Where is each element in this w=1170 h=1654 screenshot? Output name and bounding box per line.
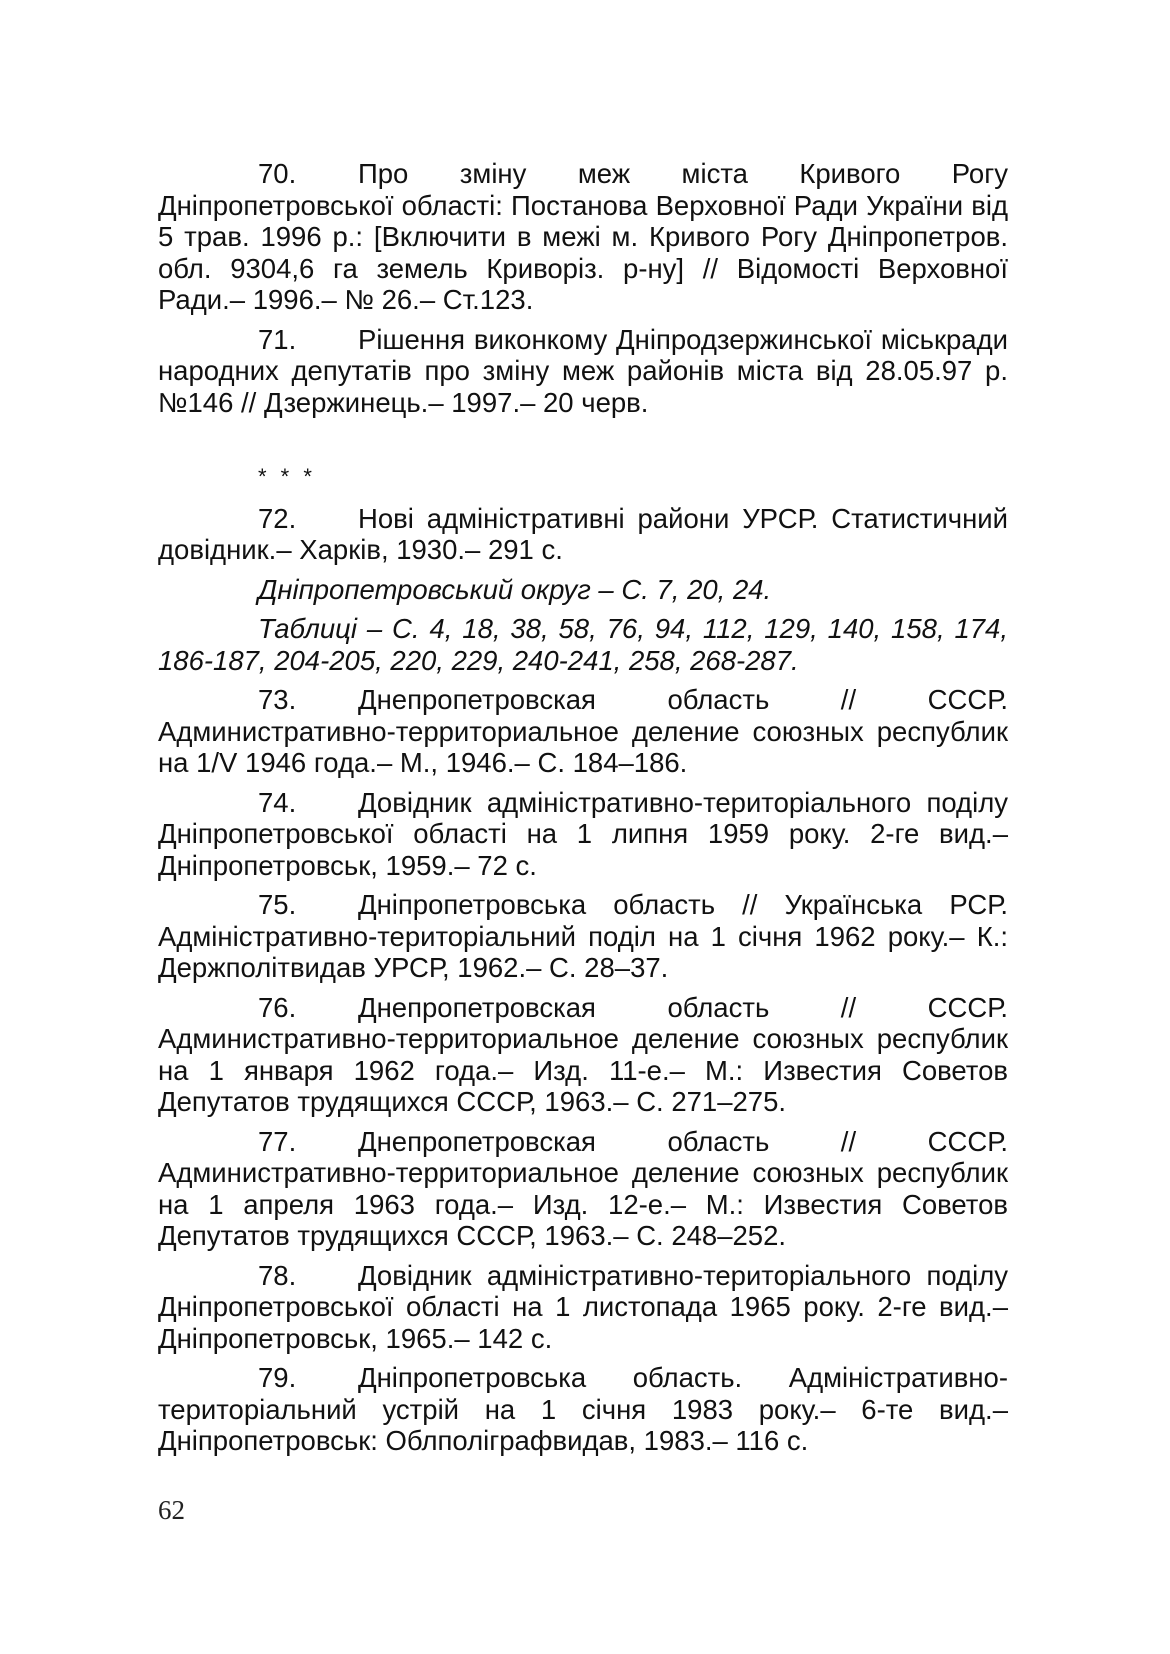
bibliography-entry [158, 889, 1008, 984]
entry-text: Дніпропетровська область // Українська РСР. Адміністративно-територіальний поділ на 1 січня 1962 року.– К.: Держполітвидав УРСР, 1962.– С. 28–37. [158, 889, 1008, 983]
bibliography-entry [158, 1362, 1008, 1457]
bibliography-entry [158, 787, 1008, 882]
entry-number: 79. [258, 1362, 297, 1393]
bibliography-entry [158, 158, 1008, 316]
entry-text: Днепропетровская область // СССР. Административно-территориальное деление союзных республик на 1 января 1962 года.– Изд. 11-е.– М.: Известия Советов Депутатов трудящихся СССР, 1963.– С. 271–275. [158, 991, 1008, 1117]
entry-text: Днепропетровская область // СССР. Административно-территориальное деление союзных республик на 1/V 1946 года.– М., 1946.– С. 184–186. [158, 684, 1008, 778]
bibliography-entry [158, 992, 1008, 1118]
entry-text: Днепропетровская область // СССР. Административно-территориальное деление союзных республик на 1 апреля 1963 года.– Изд. 12-е.– М.: Известия Советов Депутатов трудящихся СССР, 1963.– С. 248–252. [158, 1125, 1008, 1251]
page-number: 62 [158, 1495, 185, 1525]
section-separator: * * * [258, 464, 316, 489]
entry-number: 77. [258, 1125, 297, 1157]
entry-text: Довідник адміністративно-територіального поділу Дніпропетровської області на 1 листопада 1965 року. 2-ге вид.– Дніпропетровськ, 1965.– 142 с. [158, 1259, 1008, 1354]
bibliography-entry [158, 1260, 1008, 1355]
entry-text: Нові адміністративні райони УРСР. Статистичний довідник.– Харків, 1930.– 291 с. [158, 502, 1008, 565]
entry-number: 74. [258, 786, 297, 818]
bibliography-entry [158, 503, 1008, 566]
entry-text: Довідник адміністративно-територіального поділу Дніпропетровської області на 1 липня 1959 року. 2-ге вид.– Дніпропетровськ, 1959.– 72 с. [158, 786, 1008, 881]
entry-number: 71. [258, 323, 297, 355]
entry-number: 73. [258, 684, 297, 715]
bibliography-entry [158, 684, 1008, 779]
entry-text: Рішення виконкому Дніпродзержинської міськради народних депутатів про зміну меж районів міста від 28.05.97 р. №146 // Дзержинець.– 1997.– 20 черв. [158, 323, 1008, 418]
entry-number: 76. [258, 991, 297, 1023]
entry-number: 72. [258, 502, 297, 534]
entry-note: Таблиці – С. 4, 18, 38, 58, 76, 94, 112, 129, 140, 158, 174, 186-187, 204-205, 220, 229, 240-241, 258, 268-287. [158, 613, 1008, 676]
bibliography-entry [158, 1126, 1008, 1252]
entry-note: Дніпропетровський округ – С. 7, 20, 24. [258, 573, 772, 605]
entry-number: 75. [258, 889, 297, 920]
entry-text: Дніпропетровська область. Адміністративно-територіальний устрій на 1 січня 1983 року.– 6-те вид.– Дніпропетровськ: Облполіграфвидав, 1983.– 116 с. [158, 1362, 1008, 1456]
entry-text: Про зміну меж міста Кривого Рогу Дніпропетровської області: Постанова Верховної Ради України від 5 трав. 1996 р.: [Включити в межі м. Кривого Рогу Дніпропетров. обл. 9304,6 га земель Криворіз. р-ну] // Відомості Верховної Ради.– 1996.– № 26.– Ст.123. [158, 158, 1008, 315]
bibliography-entry [158, 324, 1008, 419]
entry-number: 78. [258, 1259, 297, 1291]
page-body [158, 158, 1008, 1465]
entry-number: 70. [258, 158, 297, 189]
